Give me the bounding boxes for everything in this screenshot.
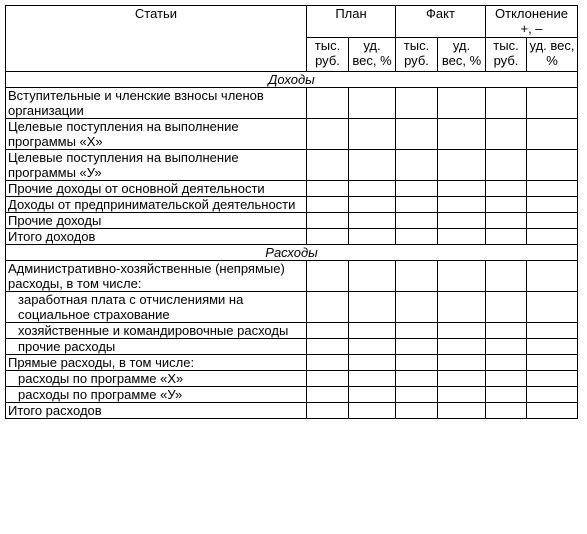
table-row [6, 292, 578, 323]
value-cell [438, 119, 486, 150]
value-cell [527, 339, 578, 355]
value-cell [307, 119, 349, 150]
value-cell [527, 403, 578, 419]
value-cell [349, 229, 396, 245]
row-label: Прямые расходы, в том числе: [6, 355, 307, 371]
value-cell [307, 88, 349, 119]
section-title: Доходы [6, 72, 578, 88]
row-label: хозяйственные и командировочные расходы [6, 323, 307, 339]
section-title: Расходы [6, 245, 578, 261]
value-cell [396, 403, 438, 419]
value-cell [349, 387, 396, 403]
budget-table [5, 5, 578, 419]
value-cell [307, 150, 349, 181]
value-cell [349, 261, 396, 292]
table-row [6, 88, 578, 119]
table-body [6, 72, 578, 419]
header-deviation: Отклонение +, – [486, 6, 578, 38]
table-row [6, 323, 578, 339]
value-cell [349, 213, 396, 229]
subheader-deviation-share-percent: уд. вес, % [527, 38, 578, 72]
value-cell [349, 150, 396, 181]
value-cell [486, 387, 527, 403]
value-cell [527, 181, 578, 197]
value-cell [486, 371, 527, 387]
table-row [6, 150, 578, 181]
value-cell [307, 229, 349, 245]
value-cell [438, 229, 486, 245]
row-label: Итого доходов [6, 229, 307, 245]
header-articles: Статьи [6, 6, 307, 72]
value-cell [349, 88, 396, 119]
row-label: Целевые поступления на выполнение программы «У» [6, 150, 307, 181]
value-cell [349, 181, 396, 197]
value-cell [396, 323, 438, 339]
value-cell [438, 213, 486, 229]
value-cell [349, 197, 396, 213]
row-label: Вступительные и членские взносы членов организации [6, 88, 307, 119]
value-cell [527, 371, 578, 387]
value-cell [438, 371, 486, 387]
value-cell [527, 387, 578, 403]
value-cell [527, 261, 578, 292]
value-cell [307, 181, 349, 197]
table-row [6, 387, 578, 403]
value-cell [396, 119, 438, 150]
value-cell [527, 88, 578, 119]
value-cell [486, 181, 527, 197]
value-cell [349, 355, 396, 371]
value-cell [486, 339, 527, 355]
value-cell [438, 150, 486, 181]
value-cell [527, 213, 578, 229]
value-cell [438, 88, 486, 119]
row-label: расходы по программе «Х» [6, 371, 307, 387]
table-row [6, 181, 578, 197]
value-cell [527, 292, 578, 323]
value-cell [486, 229, 527, 245]
value-cell [396, 197, 438, 213]
value-cell [396, 355, 438, 371]
value-cell [486, 213, 527, 229]
value-cell [396, 181, 438, 197]
value-cell [438, 261, 486, 292]
table-row [6, 261, 578, 292]
value-cell [486, 355, 527, 371]
value-cell [349, 339, 396, 355]
value-cell [527, 355, 578, 371]
row-label: Итого расходов [6, 403, 307, 419]
value-cell [396, 88, 438, 119]
value-cell [307, 403, 349, 419]
table-row [6, 355, 578, 371]
value-cell [349, 119, 396, 150]
row-label: заработная плата с отчислениями на социальное страхование [6, 292, 307, 323]
value-cell [396, 371, 438, 387]
value-cell [349, 292, 396, 323]
subheader-plan-share-percent: уд. вес, % [349, 38, 396, 72]
value-cell [486, 88, 527, 119]
row-label: Прочие доходы [6, 213, 307, 229]
value-cell [438, 403, 486, 419]
value-cell [438, 323, 486, 339]
value-cell [438, 339, 486, 355]
value-cell [486, 292, 527, 323]
value-cell [486, 150, 527, 181]
table-row [6, 229, 578, 245]
value-cell [307, 197, 349, 213]
value-cell [438, 355, 486, 371]
row-label: Целевые поступления на выполнение программы «Х» [6, 119, 307, 150]
subheader-fact-share-percent: уд. вес, % [438, 38, 486, 72]
value-cell [396, 261, 438, 292]
row-label: Прочие доходы от основной деятельности [6, 181, 307, 197]
value-cell [307, 292, 349, 323]
row-label: расходы по программе «У» [6, 387, 307, 403]
section-row [6, 245, 578, 261]
value-cell [527, 150, 578, 181]
value-cell [307, 371, 349, 387]
value-cell [438, 292, 486, 323]
table-row [6, 339, 578, 355]
value-cell [438, 387, 486, 403]
value-cell [307, 261, 349, 292]
subheader-fact-thousand-rub: тыс. руб. [396, 38, 438, 72]
value-cell [486, 403, 527, 419]
table-row [6, 213, 578, 229]
value-cell [307, 387, 349, 403]
table-row [6, 119, 578, 150]
value-cell [527, 119, 578, 150]
value-cell [396, 292, 438, 323]
table-row [6, 197, 578, 213]
table-row [6, 371, 578, 387]
subheader-deviation-thousand-rub: тыс. руб. [486, 38, 527, 72]
value-cell [438, 197, 486, 213]
value-cell [486, 197, 527, 213]
value-cell [396, 229, 438, 245]
value-cell [486, 119, 527, 150]
value-cell [307, 355, 349, 371]
value-cell [527, 229, 578, 245]
value-cell [438, 181, 486, 197]
value-cell [396, 213, 438, 229]
value-cell [307, 323, 349, 339]
value-cell [307, 339, 349, 355]
value-cell [349, 371, 396, 387]
value-cell [486, 261, 527, 292]
row-label: прочие расходы [6, 339, 307, 355]
value-cell [396, 387, 438, 403]
row-label: Доходы от предпринимательской деятельности [6, 197, 307, 213]
value-cell [349, 323, 396, 339]
value-cell [396, 150, 438, 181]
value-cell [307, 213, 349, 229]
subheader-plan-thousand-rub: тыс. руб. [307, 38, 349, 72]
table-header [6, 6, 578, 72]
table-row [6, 403, 578, 419]
value-cell [527, 197, 578, 213]
value-cell [486, 323, 527, 339]
section-row [6, 72, 578, 88]
value-cell [527, 323, 578, 339]
row-label: Административно-хозяйственные (непрямые) расходы, в том числе: [6, 261, 307, 292]
value-cell [396, 339, 438, 355]
header-plan: План [307, 6, 396, 38]
header-fact: Факт [396, 6, 486, 38]
value-cell [349, 403, 396, 419]
